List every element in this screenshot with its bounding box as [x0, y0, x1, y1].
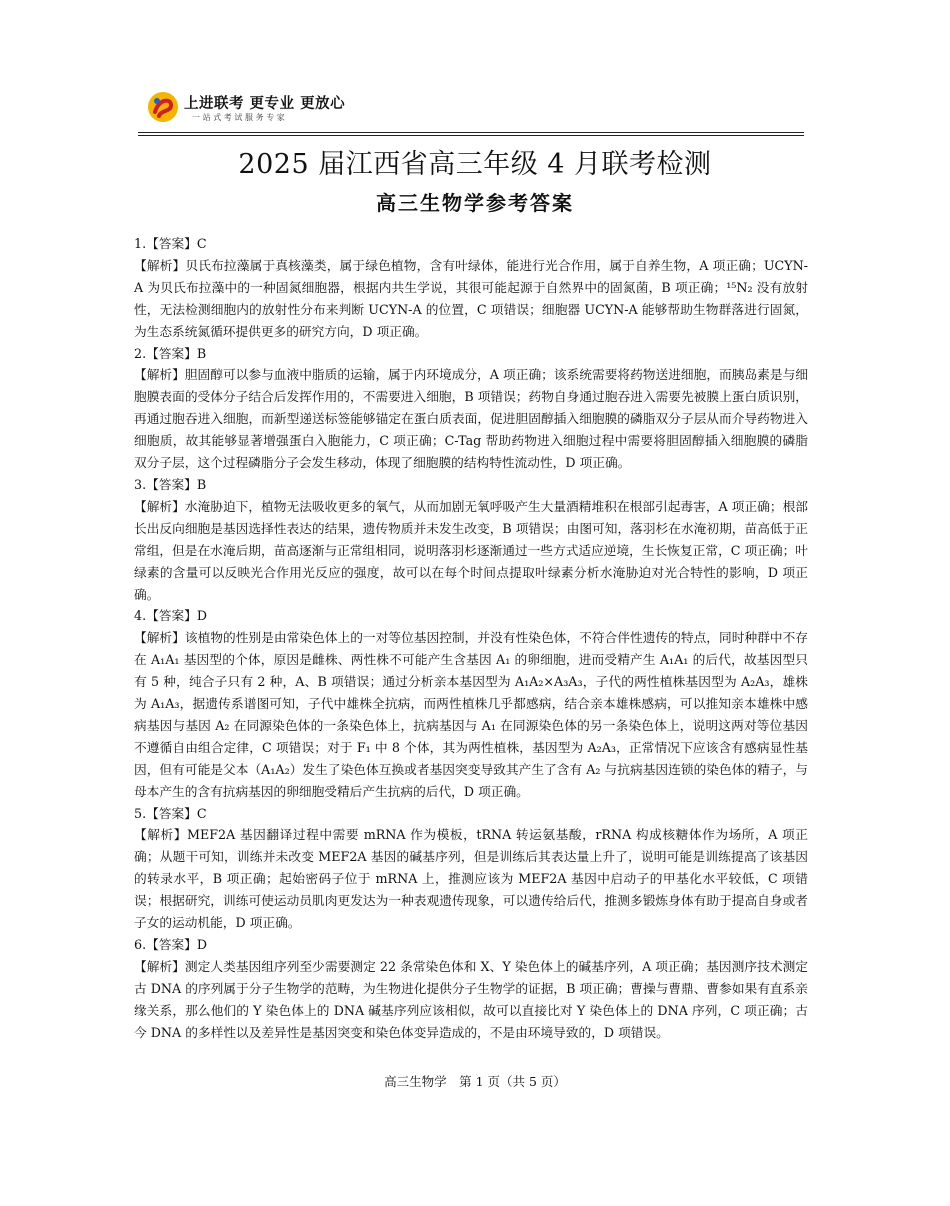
question-number: 5. — [134, 805, 147, 821]
question-item — [134, 474, 808, 605]
answer-label: 【答案】B — [146, 476, 207, 492]
answer-label: 【答案】C — [146, 805, 207, 821]
question-item — [134, 343, 808, 474]
answer-label: 【答案】D — [146, 937, 208, 952]
answer-label: 【答案】B — [146, 345, 207, 361]
question-item — [134, 934, 808, 1044]
logo-icon — [146, 90, 180, 124]
question-item — [134, 803, 808, 934]
answer-label: 【答案】C — [146, 236, 207, 251]
question-number: 3. — [134, 476, 147, 492]
explanation-text: 【解析】水淹胁迫下，植物无法吸收更多的氧气，从而加剧无氧呼吸产生大量酒精堆积在根部引起毒害，A 项正确；根部长出反向细胞是基因选择性表达的结果，遗传物质并未发生改变，B 项错误；由图可知，落羽杉在水淹初期，苗高低于正常组，但是在水淹后期，苗高逐渐与正常组相同，说明落羽杉逐渐通过一些方式适应逆境，生长恢复正常，C 项正确；叶绿素的含量可以反映光合作用光反应的强度，故可以在每个时间点提取叶绿素分析水淹胁迫对光合特性的影响，D 项正确。 — [134, 498, 808, 602]
header-rule — [138, 132, 804, 133]
header-rule-thin — [138, 135, 804, 136]
logo-subtitle: 一站式考试服务专家 — [192, 113, 288, 122]
page-footer: 高三生物学 第 1 页（共 5 页） — [384, 1074, 566, 1089]
question-number: 6. — [134, 937, 147, 952]
document-subtitle: 高三生物学参考答案 — [376, 191, 574, 215]
question-item — [134, 233, 808, 343]
answer-label: 【答案】D — [146, 608, 208, 624]
document-title: 2025 届江西省高三年级 4 月联考检测 — [238, 149, 712, 180]
explanation-text: 【解析】胆固醇可以参与血液中脂质的运输，属于内环境成分，A 项正确；该系统需要将药物送进细胞，而胰岛素是与细胞膜表面的受体分子结合后发挥作用的，不需要进入细胞，B 项错误；药物自身通过胞吞进入需要先被膜上蛋白质识别，再通过胞吞进入细胞，而新型递送标签能够锚定在蛋白质表面，促进胆固醇插入细胞膜的磷脂双分子层从而介导药物进入细胞质，故其能够显著增强蛋白入胞能力，C 项正确；C-Tag 帮助药物进入细胞过程中需要将胆固醇插入细胞膜的磷脂双分子层，这个过程磷脂分子会发生移动，体现了细胞膜的结构特性流动性，D 项正确。 — [134, 367, 808, 471]
question-item — [134, 605, 808, 802]
explanation-text: 【解析】MEF2A 基因翻译过程中需要 mRNA 作为模板，tRNA 转运氨基酸，rRNA 构成核糖体作为场所，A 项正确；从题干可知，训练并未改变 MEF2A 基因的碱基序列，但是训练后其表达量上升了，说明可能是训练提高了该基因的转录水平，B 项正确；起始密码子位于 mRNA 上，推测应该为 MEF2A 基因中启动子的甲基化水平较低，C 项错误；根据研究，训练可使运动员肌肉更发达为一种表观遗传现象，可以遗传给后代，推测多锻炼身体有助于提高自身或者子女的运动机能，D 项正确。 — [134, 827, 808, 931]
logo-slogan: 上进联考 更专业 更放心 — [184, 96, 346, 112]
question-number: 2. — [134, 345, 147, 361]
header-logo — [138, 88, 808, 132]
explanation-text: 【解析】测定人类基因组序列至少需要测定 22 条常染色体和 X、Y 染色体上的碱基序列，A 项正确；基因测序技术测定古 DNA 的序列属于分子生物学的范畴，为生物进化提供分子生物学的证据，B 项正确；曹操与曹鼎、曹参如果有直系亲缘关系，那么他们的 Y 染色体上的 DNA 碱基序列应该相似，故可以直接比对 Y 染色体上的 DNA 序列，C 项正确；古今 DNA 的多样性以及差异性是基因突变和染色体变异造成的，不是由环境导致的，D 项错误。 — [134, 958, 808, 1040]
answer-list — [134, 233, 808, 1044]
question-number: 4. — [134, 608, 147, 624]
question-number: 1. — [134, 236, 147, 251]
explanation-text: 【解析】贝氏布拉藻属于真核藻类，属于绿色植物，含有叶绿体，能进行光合作用，属于自养生物，A 项正确；UCYN-A 为贝氏布拉藻中的一种固氮细胞器，根据内共生学说，其很可能起源于自然界中的固氮菌，B 项正确；¹⁵N₂ 没有放射性，无法检测细胞内的放射性分布来判断 UCYN-A 的位置，C 项错误；细胞器 UCYN-A 能够帮助生物群落进行固氮，为生态系统氮循环提供更多的研究方向，D 项正确。 — [134, 257, 808, 339]
explanation-text: 【解析】该植物的性别是由常染色体上的一对等位基因控制，并没有性染色体，不符合伴性遗传的特点，同时种群中不存在 A₁A₁ 基因型的个体，原因是雌株、两性株不可能产生含基因 A₁ 的卵细胞，进而受精产生 A₁A₁ 的后代，故基因型只有 5 种，纯合子只有 2 种，A、B 项错误；通过分析亲本基因型为 A₁A₂×A₃A₃，子代的两性植株基因型为 A₂A₃，雄株为 A₁A₃，据遗传系谱图可知，子代中雄株全抗病，而两性植株几乎都感病，结合亲本雄株感病，可以推知亲本雄株中感病基因与基因 A₂ 在同源染色体的一条染色体上，抗病基因与 A₁ 在同源染色体的另一条染色体上，说明这两对等位基因不遵循自由组合定律，C 项错误；对于 F₁ 中 8 个体，其为两性植株，基因型为 A₂A₃，正常情况下应该含有感病显性基因，但有可能是父本（A₁A₂）发生了染色体互换或者基因突变导致其产生了含有 A₂ 与抗病基因连锁的染色体的精子，与母本产生的含有抗病基因的卵细胞受精后产生抗病的后代，D 项正确。 — [134, 630, 808, 799]
